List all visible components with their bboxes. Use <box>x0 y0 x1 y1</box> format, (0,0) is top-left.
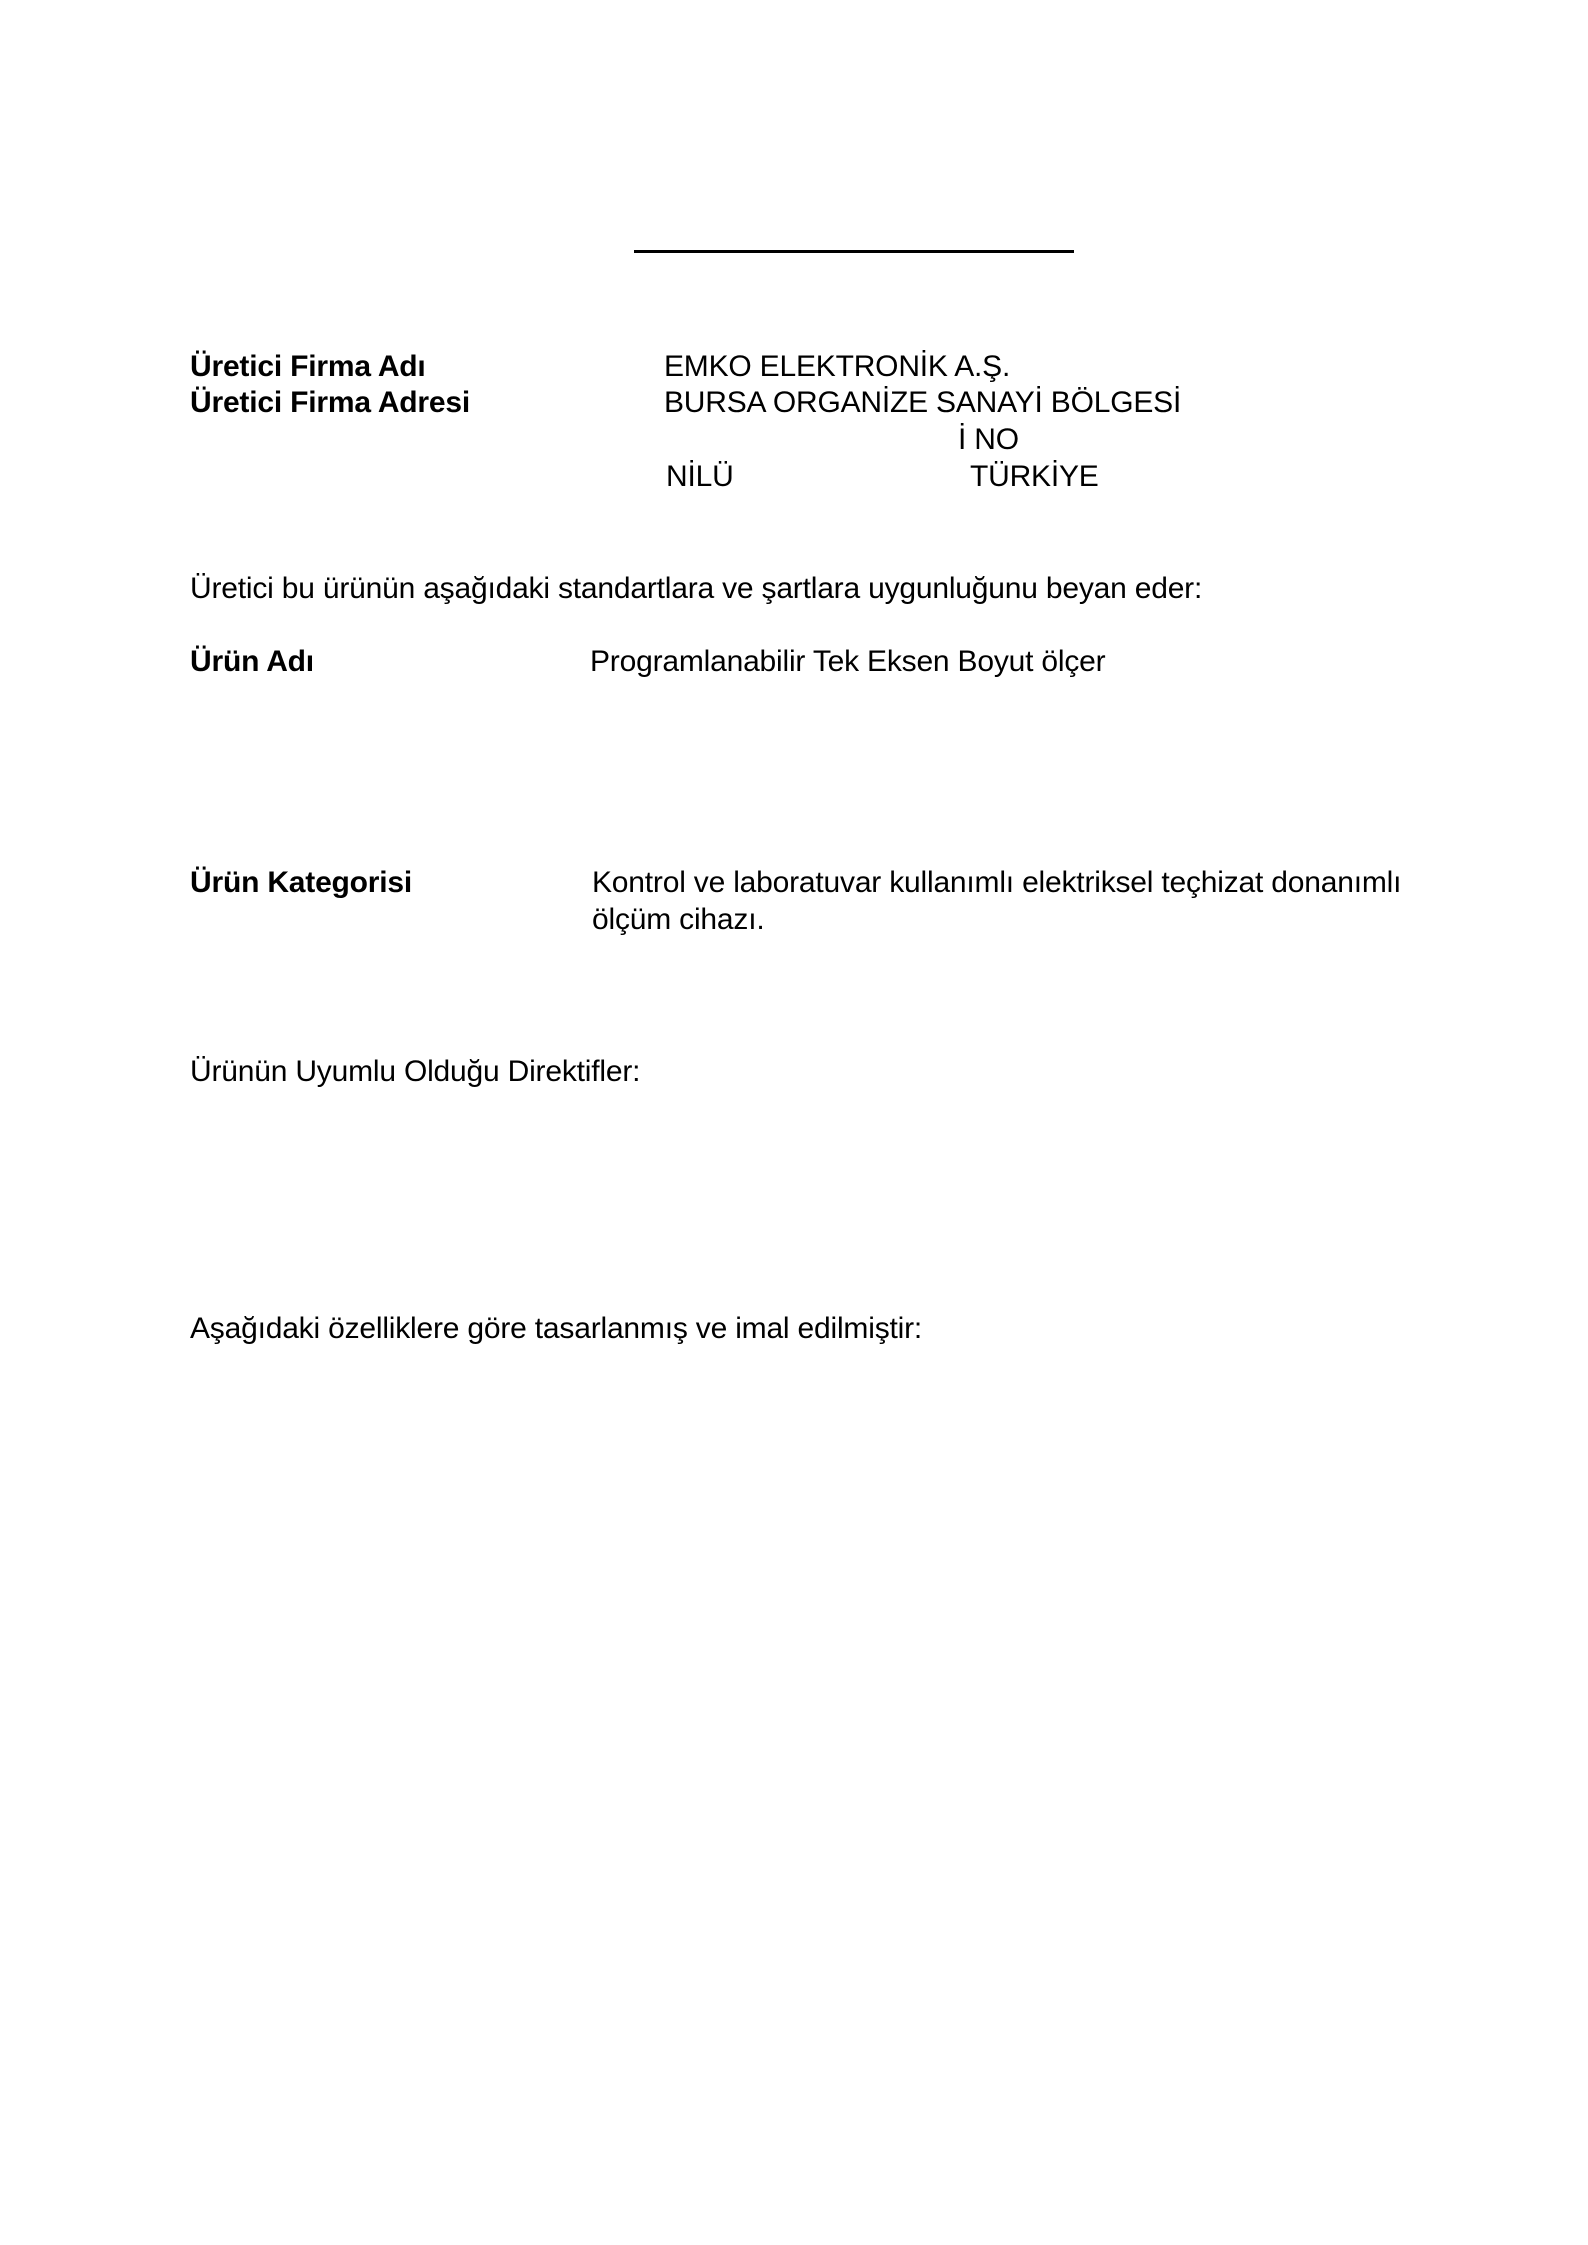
product-category-value-line2: ölçüm cihazı. <box>592 903 765 936</box>
declaration-intro: Üretici bu ürünün aşağıdaki standartlara ve şartlara uygunluğunu beyan eder: <box>190 572 1203 605</box>
manufacturer-address-line1: BURSA ORGANİZE SANAYİ BÖLGESİ <box>664 386 1182 419</box>
manufacturer-address-country: TÜRKİYE <box>970 460 1099 493</box>
manufacturer-name-label: Üretici Firma Adı <box>190 350 426 383</box>
design-heading: Aşağıdaki özelliklere göre tasarlanmış ve imal edilmiştir: <box>190 1312 923 1345</box>
manufacturer-name-value: EMKO ELEKTRONİK A.Ş. <box>664 350 1011 383</box>
product-category-value-line1: Kontrol ve laboratuvar kullanımlı elektriksel teçhizat donanımlı <box>592 866 1402 899</box>
manufacturer-address-label: Üretici Firma Adresi <box>190 386 470 419</box>
product-category-label: Ürün Kategorisi <box>190 866 413 899</box>
product-name-value: Programlanabilir Tek Eksen Boyut ölçer <box>590 645 1106 678</box>
manufacturer-address-city: NİLÜ <box>666 460 734 493</box>
manufacturer-address-line2: İ NO <box>958 423 1019 456</box>
product-name-label: Ürün Adı <box>190 645 314 678</box>
directives-heading: Ürünün Uyumlu Olduğu Direktifler: <box>190 1055 641 1088</box>
signature-line <box>634 250 1074 253</box>
